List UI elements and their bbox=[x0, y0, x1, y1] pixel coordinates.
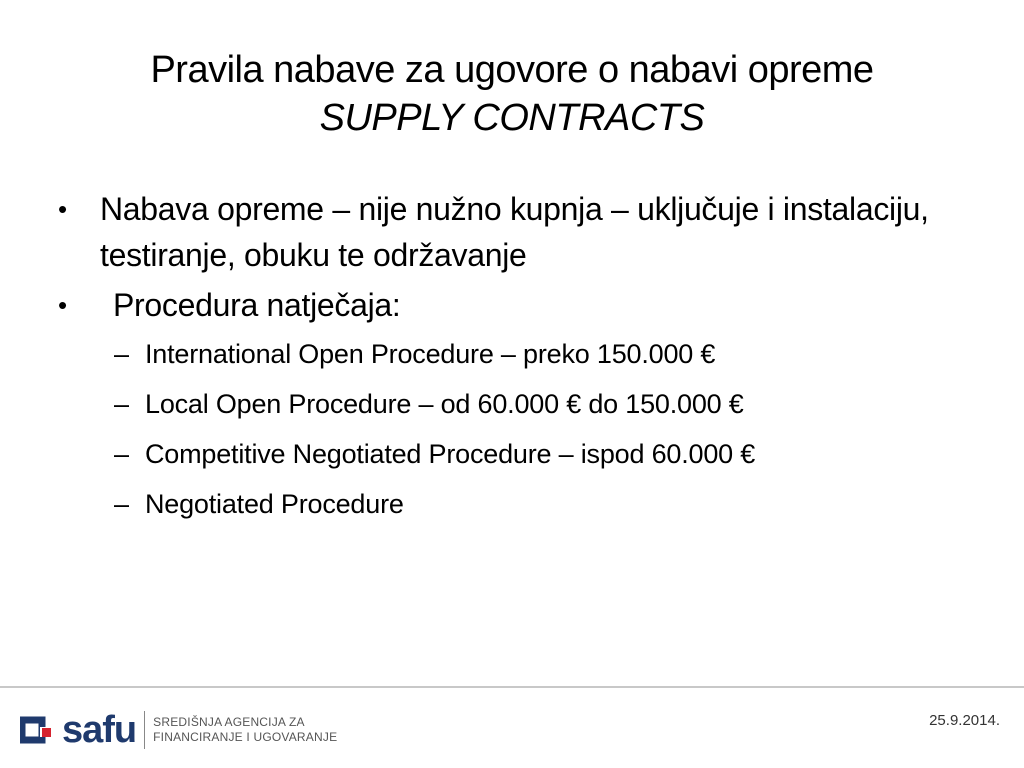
sub-item bbox=[56, 334, 986, 374]
dash-marker: – bbox=[114, 389, 129, 419]
dash-marker: – bbox=[114, 439, 129, 469]
sub-item-text: Competitive Negotiated Procedure – ispod 60.000 € bbox=[145, 439, 756, 469]
bullet-text: Nabava opreme – nije nužno kupnja – uključuje i instalaciju, testiranje, obuku te održavanje bbox=[100, 191, 929, 273]
logo-caption-line-1: SREDIŠNJA AGENCIJA ZA bbox=[153, 715, 305, 729]
safu-logo-mark-icon bbox=[20, 713, 54, 747]
bullet-text: Procedura natječaja: bbox=[113, 287, 401, 323]
sub-item bbox=[56, 484, 986, 524]
safu-logo bbox=[20, 708, 337, 752]
title-line-2: SUPPLY CONTRACTS bbox=[319, 97, 705, 139]
slide-date: 25.9.2014. bbox=[929, 712, 1000, 729]
sub-item-text: Local Open Procedure – od 60.000 € do 150.000 € bbox=[145, 389, 744, 419]
sub-item-text: Negotiated Procedure bbox=[145, 489, 404, 519]
sub-item bbox=[56, 434, 986, 474]
logo-separator bbox=[144, 711, 145, 749]
bullet-item bbox=[56, 282, 986, 328]
bullet-marker: • bbox=[58, 290, 67, 320]
bullet-list bbox=[56, 186, 986, 534]
sub-item-text: International Open Procedure – preko 150.000 € bbox=[145, 339, 716, 369]
slide-title bbox=[0, 46, 1024, 142]
bullet-marker: • bbox=[58, 194, 67, 224]
sub-list bbox=[56, 334, 986, 524]
dash-marker: – bbox=[114, 489, 129, 519]
title-line-1: Pravila nabave za ugovore o nabavi opreme bbox=[150, 49, 874, 91]
dash-marker: – bbox=[114, 339, 129, 369]
logo-caption-line-2: FINANCIRANJE I UGOVARANJE bbox=[153, 730, 338, 744]
logo-wordmark: safu bbox=[62, 709, 137, 751]
logo-caption bbox=[153, 715, 337, 745]
footer-divider bbox=[0, 686, 1024, 688]
bullet-item bbox=[56, 186, 986, 278]
sub-item bbox=[56, 384, 986, 424]
